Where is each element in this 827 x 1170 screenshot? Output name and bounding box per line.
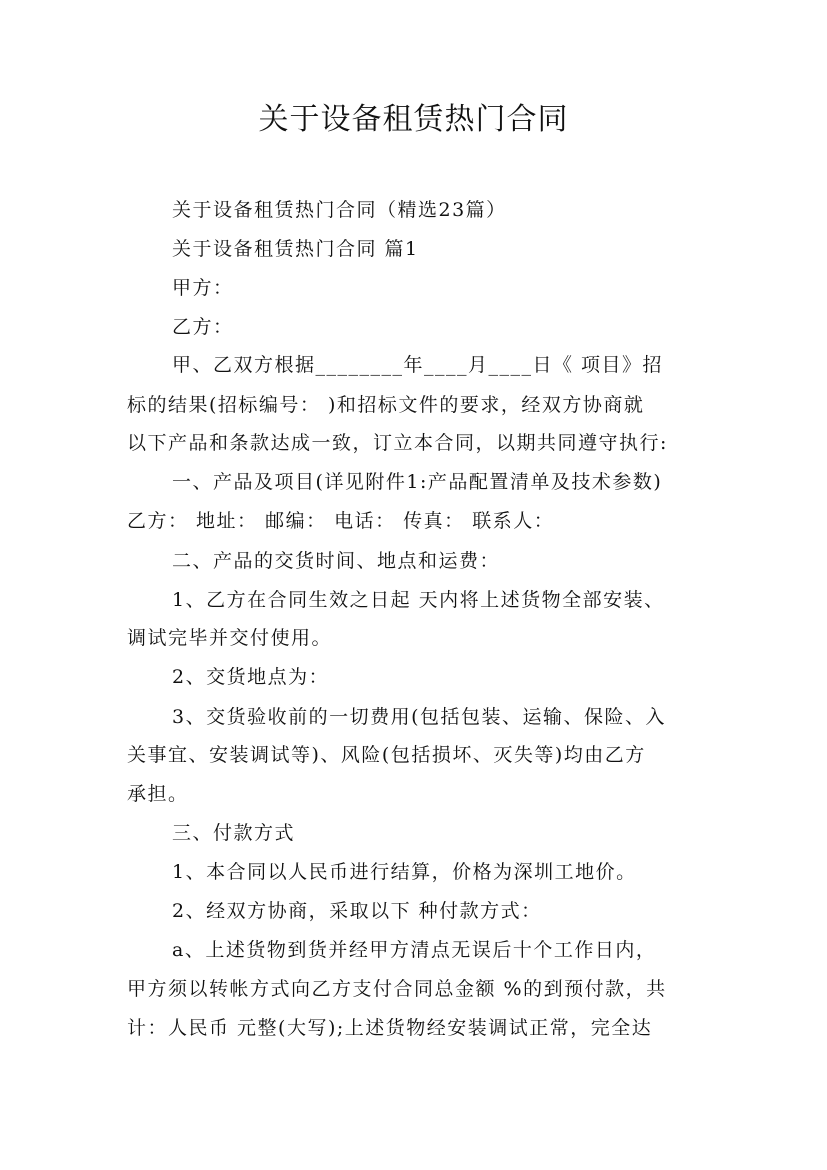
paragraph-line: 承担。	[127, 783, 189, 805]
paragraph-line: a、上述货物到货并经甲方清点无误后十个工作日内，	[172, 939, 657, 961]
party-b-line: 乙方：	[172, 316, 234, 338]
paragraph-line: 甲、乙双方根据________年____月____日《 项目》招	[172, 354, 664, 376]
paragraph-line: 甲方须以转帐方式向乙方支付合同总金额 %的到预付款，共	[127, 978, 667, 1000]
paragraph-line: 调试完毕并交付使用。	[127, 627, 333, 649]
paragraph-line: 2、经双方协商，采取以下 种付款方式：	[172, 900, 542, 922]
paragraph-line: 2、交货地点为：	[172, 666, 330, 688]
paragraph-line: 以下产品和条款达成一致，订立本合同，以期共同遵守执行:	[127, 432, 668, 454]
paragraph-line: 1、乙方在合同生效之日起 天内将上述货物全部安装、	[172, 589, 665, 611]
document-title: 关于设备租赁热门合同	[258, 102, 569, 137]
section-heading: 三、付款方式	[172, 822, 296, 844]
subtitle-line: 关于设备租赁热门合同（精选23篇）	[172, 199, 507, 221]
paragraph-line: 计：人民币 元整(大写);上述货物经安装调试正常，完全达	[127, 1017, 653, 1039]
paragraph-line: 3、交货验收前的一切费用(包括包装、运输、保险、入	[172, 706, 667, 728]
paragraph-line: 关事宜、安装调试等)、风险(包括损坏、灭失等)均由乙方	[127, 744, 646, 766]
section-heading: 二、产品的交货时间、地点和运费：	[172, 550, 501, 572]
section-heading: 关于设备租赁热门合同 篇1	[172, 238, 419, 260]
paragraph-line: 标的结果(招标编号： )和招标文件的要求，经双方协商就	[127, 394, 645, 416]
paragraph-line: 一、产品及项目(详见附件1:产品配置清单及技术参数)	[172, 471, 663, 493]
paragraph-line: 1、本合同以人民币进行结算，价格为深圳工地价。	[172, 861, 637, 883]
paragraph-line: 乙方： 地址： 邮编： 电话： 传真： 联系人：	[127, 510, 555, 532]
party-a-line: 甲方：	[172, 277, 234, 299]
